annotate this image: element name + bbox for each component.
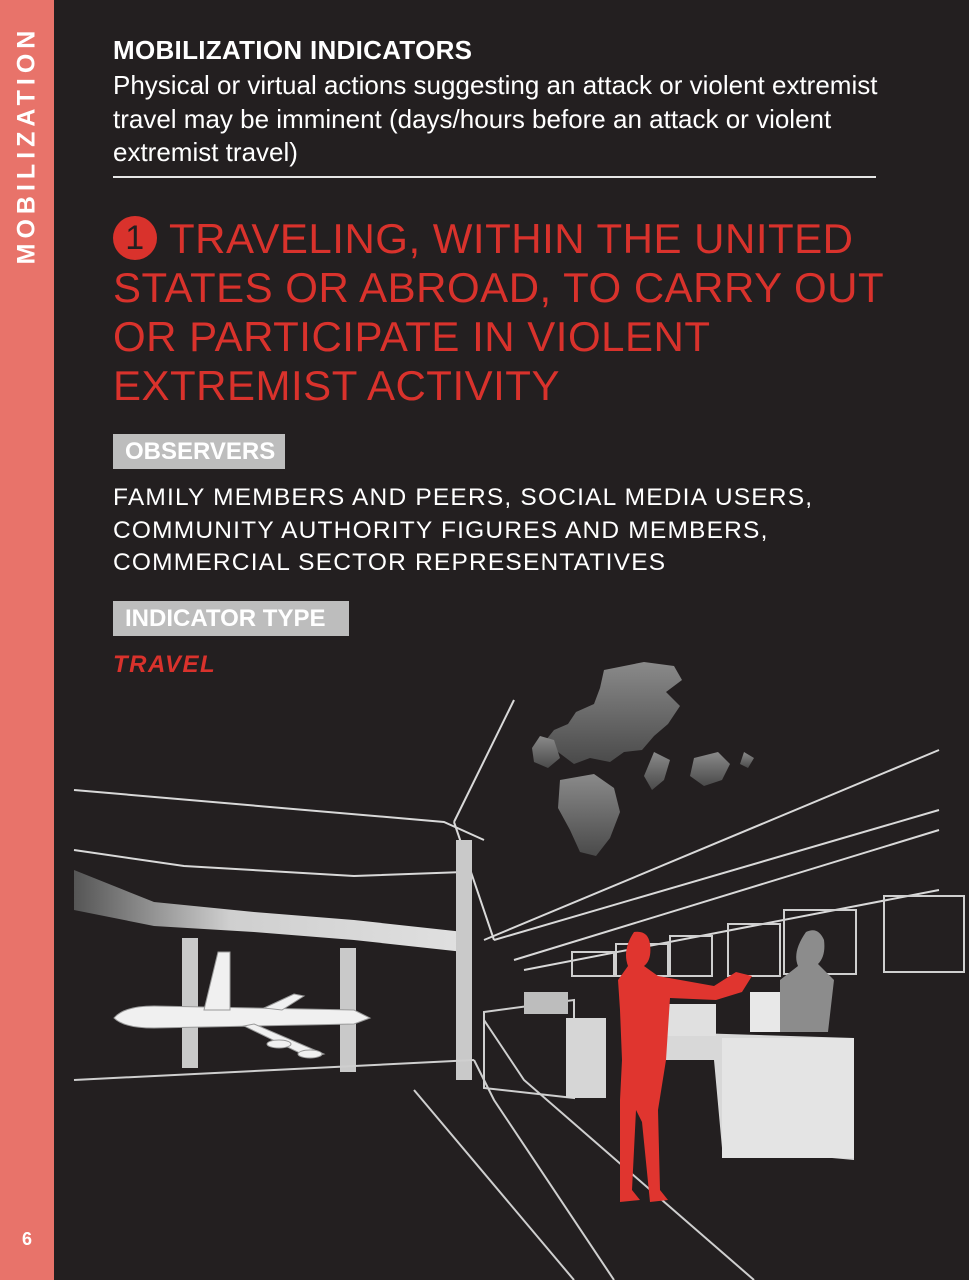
airplane-graphic xyxy=(114,952,370,1058)
indicator-type-value: TRAVEL xyxy=(113,651,217,678)
agent-silhouette xyxy=(780,930,834,1032)
indicator-number-badge: 1 xyxy=(113,216,157,260)
side-section-label: MOBILIZATION xyxy=(12,25,41,265)
indicator-heading xyxy=(113,214,893,410)
world-map-graphic xyxy=(532,662,754,856)
observers-label: OBSERVERS xyxy=(113,434,285,469)
indicator-title: TRAVELING, WITHIN THE UNITED STATES OR ABROAD, TO CARRY OUT OR PARTICIPATE IN VIOLENT EXTREMIST ACTIVITY xyxy=(113,215,884,409)
section-title: MOBILIZATION INDICATORS xyxy=(113,35,473,65)
airport-illustration xyxy=(54,640,969,1280)
observers-text: FAMILY MEMBERS AND PEERS, SOCIAL MEDIA USERS, COMMUNITY AUTHORITY FIGURES AND MEMBERS, COMMERCIAL SECTOR REPRESENTATIVES xyxy=(113,484,814,576)
section-description: Physical or virtual actions suggesting an attack or violent extremist travel may be imminent (days/hours before an attack or violent extremist travel) xyxy=(113,70,878,167)
indicator-type-label: INDICATOR TYPE xyxy=(113,601,349,636)
divider xyxy=(113,176,876,178)
overhead-beam xyxy=(74,870,464,952)
page-number: 6 xyxy=(22,1229,33,1249)
side-band xyxy=(0,0,54,1280)
ceiling-lines xyxy=(74,700,939,970)
